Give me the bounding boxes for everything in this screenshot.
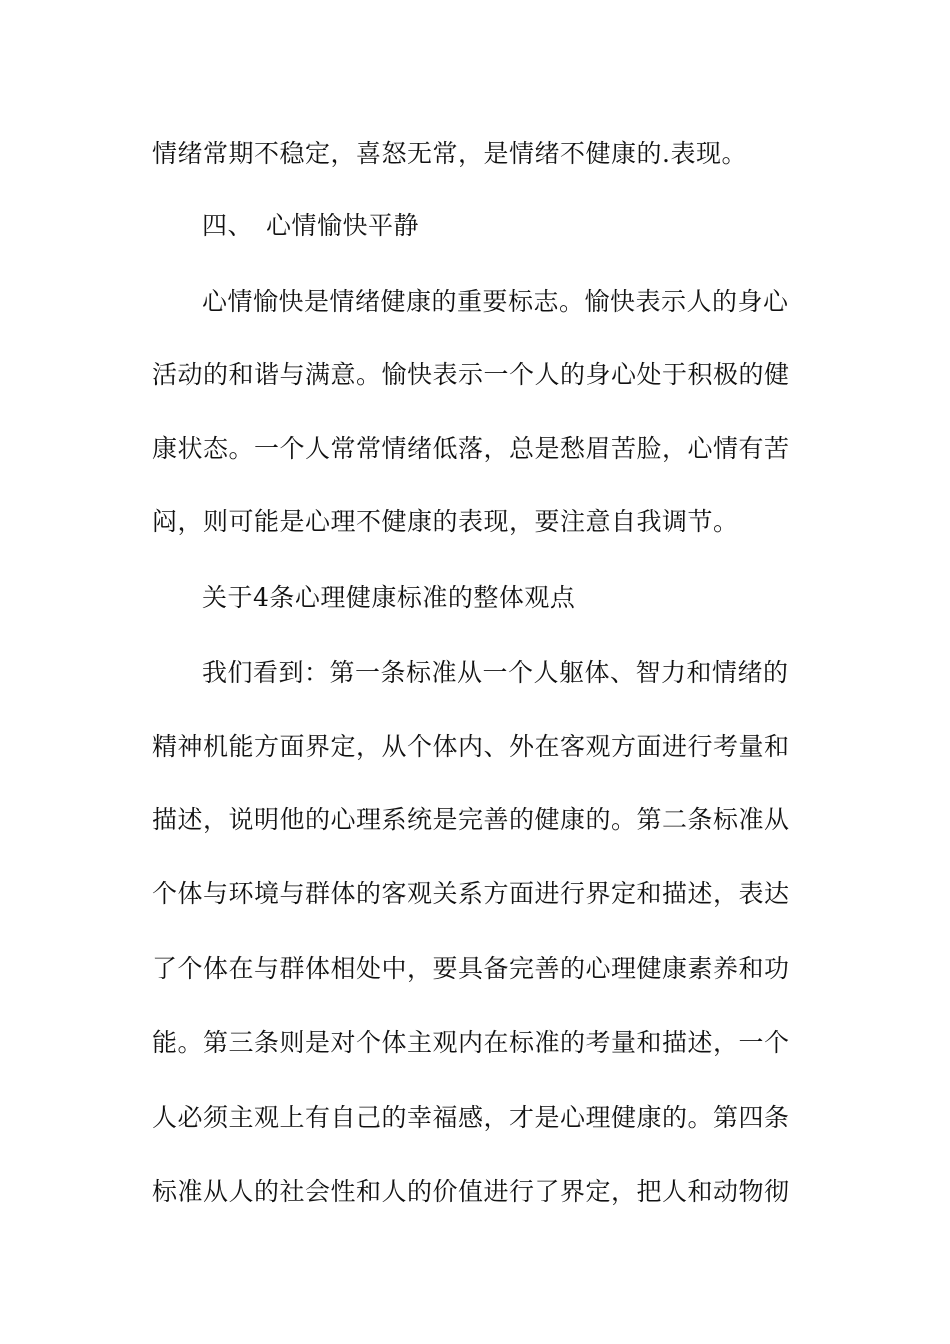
section-number: 四、 [202,211,254,240]
text-line: 个体与环境与群体的客观关系方面进行界定和描述，表达 [152,879,790,908]
subheading: 关于4条心理健康标准的整体观点 [202,583,576,612]
text-line: 康状态。一个人常常情绪低落，总是愁眉苦脸，心情有苦 [152,434,790,463]
text-line: 情绪常期不稳定，喜怒无常，是情绪不健康的.表现。 [152,139,747,168]
text-line: 闷，则可能是心理不健康的表现，要注意自我调节。 [152,507,739,536]
text-line: 精神机能方面界定，从个体内、外在客观方面进行考量和 [152,732,790,761]
text-line: 标准从人的社会性和人的价值进行了界定，把人和动物彻 [152,1177,790,1206]
text-line: 能。第三条则是对个体主观内在标准的考量和描述，一个 [152,1028,790,1057]
section-title: 心情愉快平静 [266,211,420,240]
text-line: 人必须主观上有自己的幸福感，才是心理健康的。第四条 [152,1103,790,1132]
text-line: 描述，说明他的心理系统是完善的健康的。第二条标准从 [152,805,790,834]
text-line: 了个体在与群体相处中，要具备完善的心理健康素养和功 [152,954,790,983]
paragraph-first-line: 我们看到：第一条标准从一个人躯体、智力和情绪的 [202,658,789,687]
paragraph-first-line: 心情愉快是情绪健康的重要标志。愉快表示人的身心 [202,287,789,316]
text-line: 活动的和谐与满意。愉快表示一个人的身心处于积极的健 [152,360,790,389]
section-heading [202,206,842,246]
